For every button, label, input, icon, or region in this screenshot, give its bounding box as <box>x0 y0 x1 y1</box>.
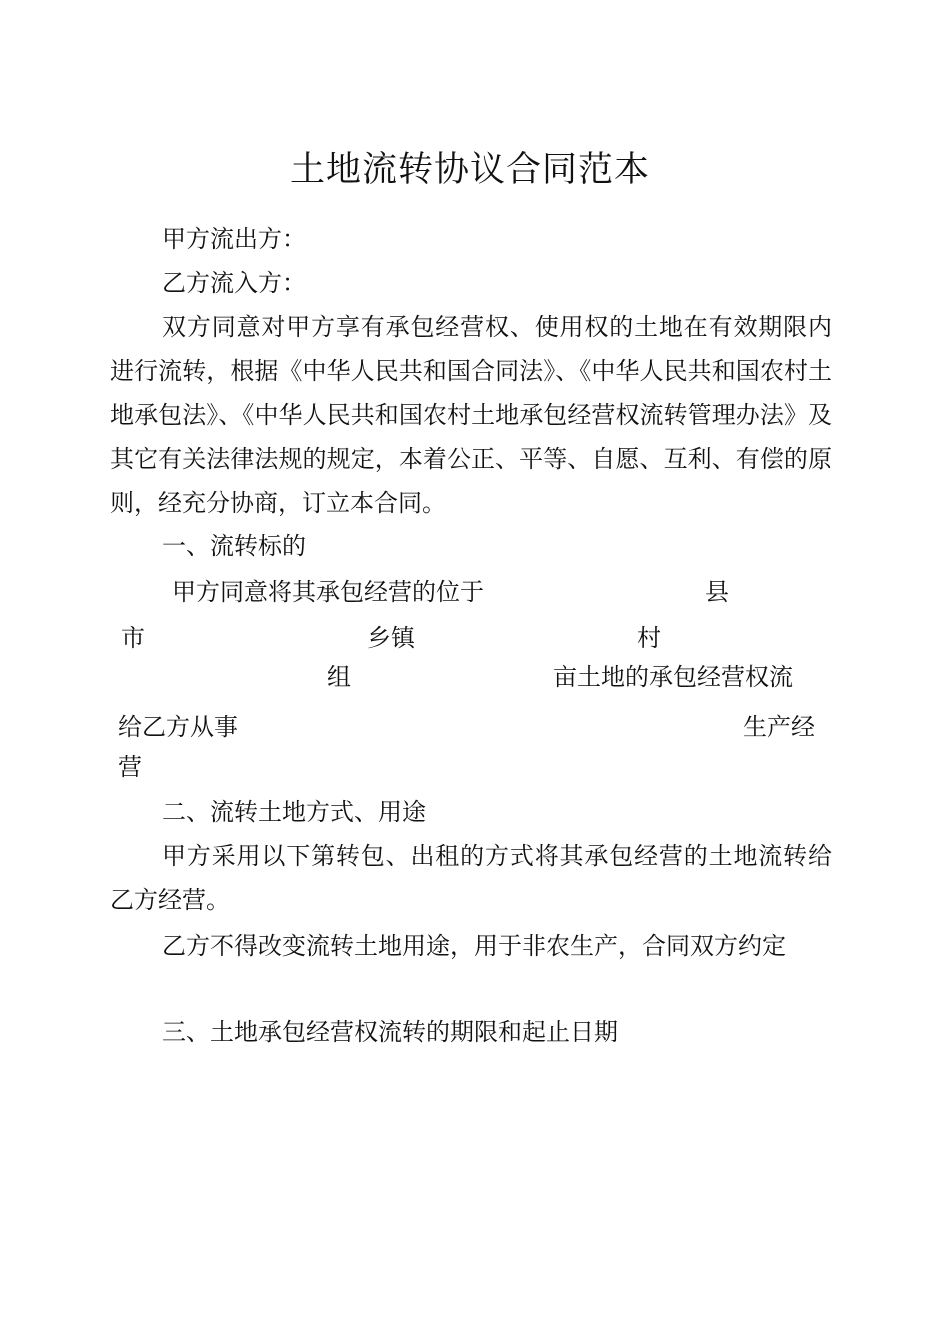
group-label: 组 <box>327 663 351 691</box>
city-label: 市 <box>121 624 145 652</box>
party-a-label: 甲方流出方： <box>162 225 306 253</box>
acres-text: 亩土地的承包经营权流 <box>553 663 793 691</box>
section-3-heading: 三、土地承包经营权流转的期限和起止日期 <box>162 1018 618 1046</box>
section-2-paragraph-2: 乙方不得改变流转土地用途，用于非农生产，合同双方约定 <box>162 932 786 960</box>
production-text: 生产经 <box>743 713 815 741</box>
give-to-text: 给乙方从事 <box>118 713 238 741</box>
village-label: 村 <box>637 624 661 652</box>
party-b-label: 乙方流入方： <box>162 269 306 297</box>
transfer-location-prefix: 甲方同意将其承包经营的位于 <box>172 578 484 606</box>
section-2-heading: 二、流转土地方式、用途 <box>162 798 426 826</box>
township-label: 乡镇 <box>367 624 415 652</box>
county-label: 县 <box>705 578 729 606</box>
section-2-paragraph-1: 甲方采用以下第转包、出租的方式将其承包经营的土地流转给乙方经营。 <box>110 842 832 914</box>
document-title: 土地流转协议合同范本 <box>289 150 650 190</box>
section-1-heading: 一、流转标的 <box>162 532 306 560</box>
intro-paragraph: 双方同意对甲方享有承包经营权、使用权的土地在有效期限内进行流转，根据《中华人民共和国合同法》、《中华人民共和国农村土地承包法》、《中华人民共和国农村土地承包经营权流转管理办法》及其它有关法律法规的规定，本着公正、平等、自愿、互利、有偿的原则，经充分协商，订立本合同。 <box>110 313 832 517</box>
operation-text: 营 <box>118 753 142 781</box>
